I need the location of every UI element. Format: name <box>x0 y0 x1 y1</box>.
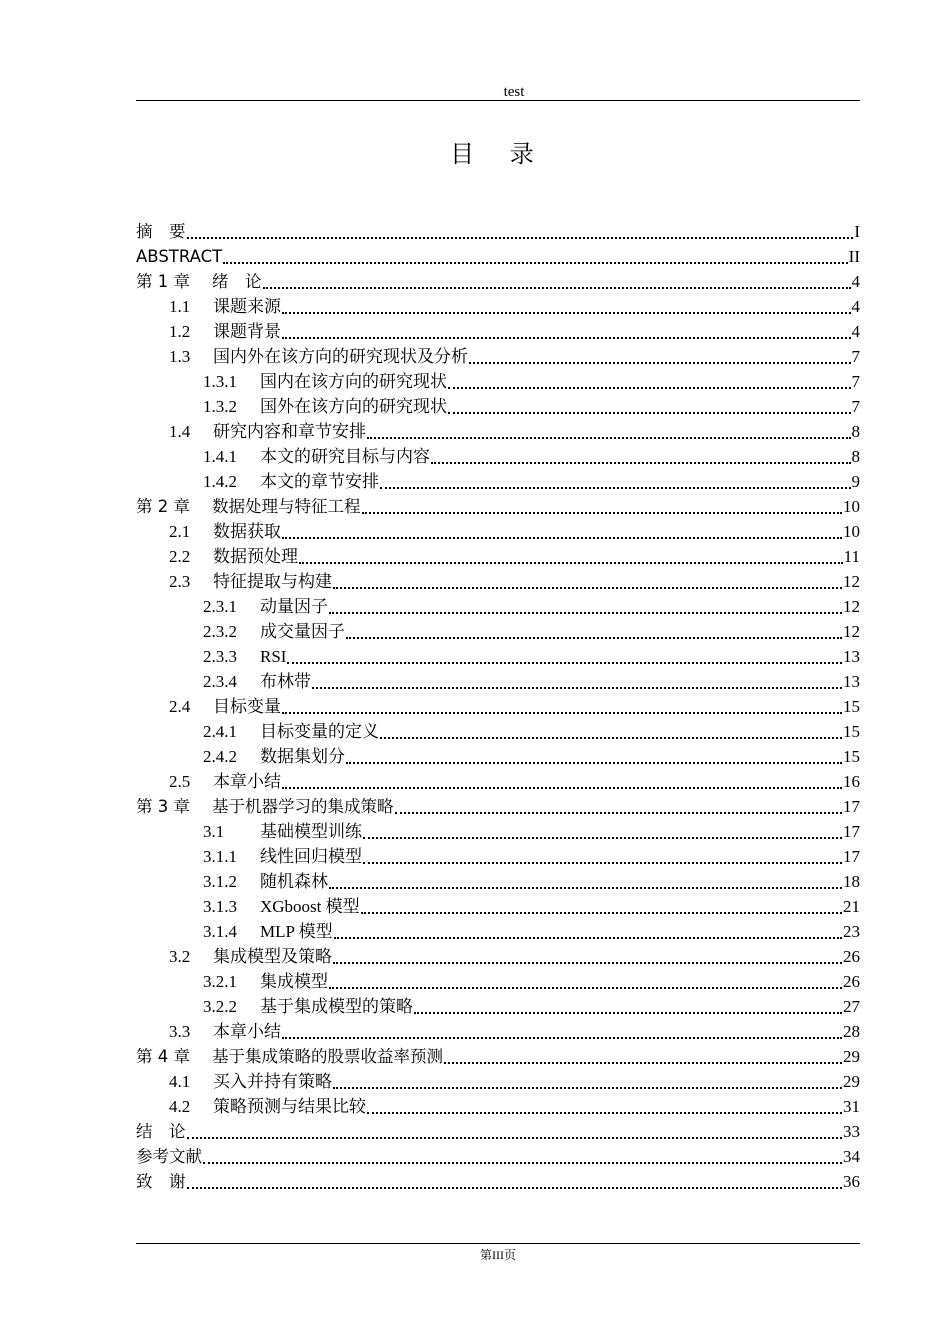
toc-entry[interactable] <box>136 693 860 718</box>
toc-entry[interactable] <box>136 618 860 643</box>
toc-dot-leader <box>329 598 842 614</box>
toc-dot-leader <box>363 848 842 864</box>
toc-entry-page: 15 <box>843 722 860 741</box>
toc-entry-number: 2.4.1 <box>203 722 237 741</box>
toc-entry-page: 9 <box>851 472 860 491</box>
toc-dot-leader <box>329 973 842 989</box>
toc-entry-page: 7 <box>851 397 860 416</box>
toc-entry-number: 2.3.2 <box>203 622 237 641</box>
toc-entry-page: 13 <box>843 672 860 691</box>
toc-entry-title: 布林带 <box>260 672 311 691</box>
toc-entry-number: 4.2 <box>169 1097 191 1116</box>
toc-entry[interactable] <box>136 593 860 618</box>
toc-entry-number: 2.3.4 <box>203 672 237 691</box>
toc-entry-number: 2.5 <box>169 772 191 791</box>
toc-entry[interactable] <box>136 818 860 843</box>
toc-entry-title: 集成模型 <box>260 972 328 991</box>
toc-entry-title: 成交量因子 <box>260 622 345 641</box>
toc-entry[interactable] <box>136 843 860 868</box>
toc-entry-title: XGboost 模型 <box>260 897 360 916</box>
toc-entry[interactable] <box>136 793 860 818</box>
toc-entry-page: 21 <box>843 897 860 916</box>
toc-dot-leader <box>299 548 843 564</box>
toc-entry-page: 17 <box>843 847 860 866</box>
toc-entry-number: 2.2 <box>169 547 191 566</box>
toc-dot-leader <box>282 698 842 714</box>
toc-entry[interactable] <box>136 443 860 468</box>
toc-dot-leader <box>367 1098 842 1114</box>
toc-entry-title: 摘 要 <box>136 222 186 241</box>
toc-dot-leader <box>448 398 851 414</box>
toc-entry-page: 8 <box>851 447 860 466</box>
toc-entry[interactable] <box>136 268 860 293</box>
toc-entry-title: 本章小结 <box>213 1022 281 1041</box>
toc-entry-title: 买入并持有策略 <box>213 1072 332 1091</box>
toc-entry-page: 8 <box>851 422 860 441</box>
toc-entry-title: RSI <box>260 647 287 666</box>
toc-entry-title: 随机森林 <box>260 872 328 891</box>
toc-entry-number: 2.3 <box>169 572 191 591</box>
toc-entry-number: 2.1 <box>169 522 191 541</box>
toc-entry-page: 26 <box>843 947 860 966</box>
toc-entry-page: 11 <box>843 547 860 566</box>
toc-entry-title: 国外在该方向的研究现状 <box>260 397 447 416</box>
toc-entry-number: 3.1.3 <box>203 897 237 916</box>
toc-dot-leader <box>380 723 842 739</box>
toc-dot-leader <box>362 498 843 514</box>
toc-dot-leader <box>282 1023 842 1039</box>
toc-entry-title: 基础模型训练 <box>260 822 362 841</box>
toc-entry-number: 2.4 <box>169 697 191 716</box>
toc-entry-number: 1.4.2 <box>203 472 237 491</box>
toc-entry[interactable] <box>136 568 860 593</box>
toc-entry-page: 26 <box>843 972 860 991</box>
toc-entry[interactable] <box>136 1043 860 1068</box>
toc-entry-number: 1.1 <box>169 297 191 316</box>
toc-entry-title: 数据集划分 <box>260 747 345 766</box>
toc-dot-leader <box>361 898 842 914</box>
toc-dot-leader <box>414 998 842 1014</box>
toc-entry-page: 4 <box>851 272 860 291</box>
toc-entry-number: 2.4.2 <box>203 747 237 766</box>
toc-entry-title: 课题背景 <box>213 322 281 341</box>
toc-dot-leader <box>329 873 842 889</box>
toc-entry-title: 数据处理与特征工程 <box>212 497 361 516</box>
table-of-contents <box>136 218 860 1193</box>
toc-entry-title: 基于集成模型的策略 <box>260 997 413 1016</box>
toc-entry-number: 3.2.1 <box>203 972 237 991</box>
toc-entry-page: 10 <box>843 522 860 541</box>
toc-entry[interactable] <box>136 368 860 393</box>
toc-entry-page: 36 <box>843 1172 860 1191</box>
toc-dot-leader <box>333 1073 842 1089</box>
toc-entry-number: 2.3.3 <box>203 647 237 666</box>
toc-entry-number: 1.3.2 <box>203 397 237 416</box>
toc-dot-leader <box>431 448 851 464</box>
toc-dot-leader <box>444 1048 842 1064</box>
header-rule <box>136 100 860 101</box>
toc-entry-number: 3.3 <box>169 1022 191 1041</box>
toc-entry-page: 15 <box>843 697 860 716</box>
page-header: test <box>503 84 525 100</box>
toc-entry[interactable] <box>136 868 860 893</box>
toc-entry-page: 18 <box>843 872 860 891</box>
toc-dot-leader <box>363 823 842 839</box>
toc-entry[interactable] <box>136 218 860 243</box>
toc-entry-number: 3.1.4 <box>203 922 237 941</box>
toc-entry-number: 2.3.1 <box>203 597 237 616</box>
toc-entry-title: 特征提取与构建 <box>213 572 332 591</box>
toc-entry-title: 课题来源 <box>213 297 281 316</box>
toc-entry-number: 1.3.1 <box>203 372 237 391</box>
toc-entry-title: 国内在该方向的研究现状 <box>260 372 447 391</box>
toc-dot-leader <box>333 948 842 964</box>
toc-entry-title: MLP 模型 <box>260 922 333 941</box>
toc-entry[interactable] <box>136 543 860 568</box>
toc-entry-title: 集成模型及策略 <box>213 947 332 966</box>
toc-entry-page: 12 <box>843 597 860 616</box>
toc-entry-number: 4.1 <box>169 1072 191 1091</box>
toc-entry-number: 1.3 <box>169 347 191 366</box>
toc-entry[interactable] <box>136 718 860 743</box>
toc-dot-leader <box>469 348 851 364</box>
toc-entry-title: 基于集成策略的股票收益率预测 <box>212 1047 443 1066</box>
toc-entry[interactable] <box>136 418 860 443</box>
toc-entry-number: 第 3 章 <box>136 797 190 816</box>
toc-entry[interactable] <box>136 943 860 968</box>
toc-dot-leader <box>223 248 847 264</box>
toc-entry[interactable] <box>136 643 860 668</box>
toc-entry[interactable] <box>136 918 860 943</box>
toc-entry-page: 4 <box>851 322 860 341</box>
toc-entry-page: 17 <box>843 797 860 816</box>
toc-entry[interactable] <box>136 1018 860 1043</box>
toc-entry-page: 12 <box>843 572 860 591</box>
toc-entry-title: 动量因子 <box>260 597 328 616</box>
toc-entry-page: 29 <box>843 1047 860 1066</box>
toc-entry-number: 1.2 <box>169 322 191 341</box>
toc-entry-title: 本章小结 <box>213 772 281 791</box>
toc-entry-number: 3.2 <box>169 947 191 966</box>
toc-entry-title: 绪 论 <box>212 272 262 291</box>
toc-entry[interactable] <box>136 393 860 418</box>
toc-entry[interactable] <box>136 1093 860 1118</box>
toc-entry-title: 参考文献 <box>136 1147 202 1166</box>
toc-entry-page: 29 <box>843 1072 860 1091</box>
toc-entry-title: 目标变量的定义 <box>260 722 379 741</box>
toc-entry-page: 4 <box>851 297 860 316</box>
toc-dot-leader <box>203 1148 842 1164</box>
toc-entry-page: 27 <box>843 997 860 1016</box>
footer-rule <box>136 1243 860 1244</box>
toc-entry-title: 数据获取 <box>213 522 281 541</box>
toc-entry-title: 致 谢 <box>136 1172 186 1191</box>
toc-dot-leader <box>263 273 851 289</box>
page-title: 目 录 <box>450 140 548 168</box>
toc-entry-page: 16 <box>843 772 860 791</box>
toc-entry[interactable] <box>136 1068 860 1093</box>
toc-entry-number: 3.1.1 <box>203 847 237 866</box>
toc-entry-title: 策略预测与结果比较 <box>213 1097 366 1116</box>
toc-entry-number: 3.1 <box>203 822 225 841</box>
toc-entry-page: 23 <box>843 922 860 941</box>
toc-entry-number: 3.1.2 <box>203 872 237 891</box>
toc-entry[interactable] <box>136 743 860 768</box>
toc-dot-leader <box>187 1123 843 1139</box>
toc-entry-title: 本文的研究目标与内容 <box>260 447 430 466</box>
toc-entry[interactable] <box>136 993 860 1018</box>
toc-entry-page: II <box>848 247 860 266</box>
toc-dot-leader <box>312 673 842 689</box>
toc-dot-leader <box>334 923 842 939</box>
toc-entry-page: I <box>854 222 860 241</box>
toc-dot-leader <box>287 648 842 664</box>
toc-entry-page: 33 <box>843 1122 860 1141</box>
toc-entry-page: 15 <box>843 747 860 766</box>
toc-entry[interactable] <box>136 1118 860 1143</box>
toc-entry-title: 本文的章节安排 <box>260 472 379 491</box>
toc-dot-leader <box>346 748 842 764</box>
page-footer: 第III页 <box>480 1248 516 1262</box>
toc-dot-leader <box>448 373 851 389</box>
toc-entry-number: 1.4 <box>169 422 191 441</box>
toc-entry-page: 34 <box>843 1147 860 1166</box>
toc-entry-page: 31 <box>843 1097 860 1116</box>
toc-entry-number: 1.4.1 <box>203 447 237 466</box>
toc-entry[interactable] <box>136 768 860 793</box>
toc-entry[interactable] <box>136 493 860 518</box>
toc-entry[interactable] <box>136 668 860 693</box>
toc-entry-title: 线性回归模型 <box>260 847 362 866</box>
toc-entry-number: 第 2 章 <box>136 497 190 516</box>
toc-entry-number: 3.2.2 <box>203 997 237 1016</box>
toc-dot-leader <box>346 623 842 639</box>
toc-entry-page: 17 <box>843 822 860 841</box>
toc-dot-leader <box>395 798 843 814</box>
toc-entry-title: 国内外在该方向的研究现状及分析 <box>213 347 468 366</box>
toc-dot-leader <box>333 573 842 589</box>
toc-entry-page: 28 <box>843 1022 860 1041</box>
toc-dot-leader <box>380 473 851 489</box>
toc-entry[interactable] <box>136 318 860 343</box>
toc-entry[interactable] <box>136 343 860 368</box>
toc-entry-title: 研究内容和章节安排 <box>213 422 366 441</box>
toc-entry-title: 目标变量 <box>213 697 281 716</box>
toc-entry-page: 10 <box>843 497 860 516</box>
toc-dot-leader <box>282 523 842 539</box>
toc-dot-leader <box>367 423 851 439</box>
toc-dot-leader <box>187 1173 843 1189</box>
toc-dot-leader <box>282 773 842 789</box>
toc-entry[interactable] <box>136 243 860 268</box>
toc-entry[interactable] <box>136 468 860 493</box>
toc-entry[interactable] <box>136 1143 860 1168</box>
toc-entry[interactable] <box>136 518 860 543</box>
toc-entry[interactable] <box>136 293 860 318</box>
toc-entry-title: 结 论 <box>136 1122 186 1141</box>
toc-entry-number: 第 4 章 <box>136 1047 190 1066</box>
toc-entry-page: 7 <box>851 347 860 366</box>
toc-entry[interactable] <box>136 893 860 918</box>
toc-entry-page: 7 <box>851 372 860 391</box>
toc-entry-page: 13 <box>843 647 860 666</box>
toc-entry[interactable] <box>136 1168 860 1193</box>
toc-entry-page: 12 <box>843 622 860 641</box>
toc-dot-leader <box>282 323 851 339</box>
toc-dot-leader <box>282 298 851 314</box>
toc-entry[interactable] <box>136 968 860 993</box>
toc-entry-title: ABSTRACT <box>136 247 223 266</box>
toc-entry-number: 第 1 章 <box>136 272 190 291</box>
toc-entry-title: 数据预处理 <box>213 547 298 566</box>
toc-entry-title: 基于机器学习的集成策略 <box>212 797 394 816</box>
toc-dot-leader <box>187 223 854 239</box>
